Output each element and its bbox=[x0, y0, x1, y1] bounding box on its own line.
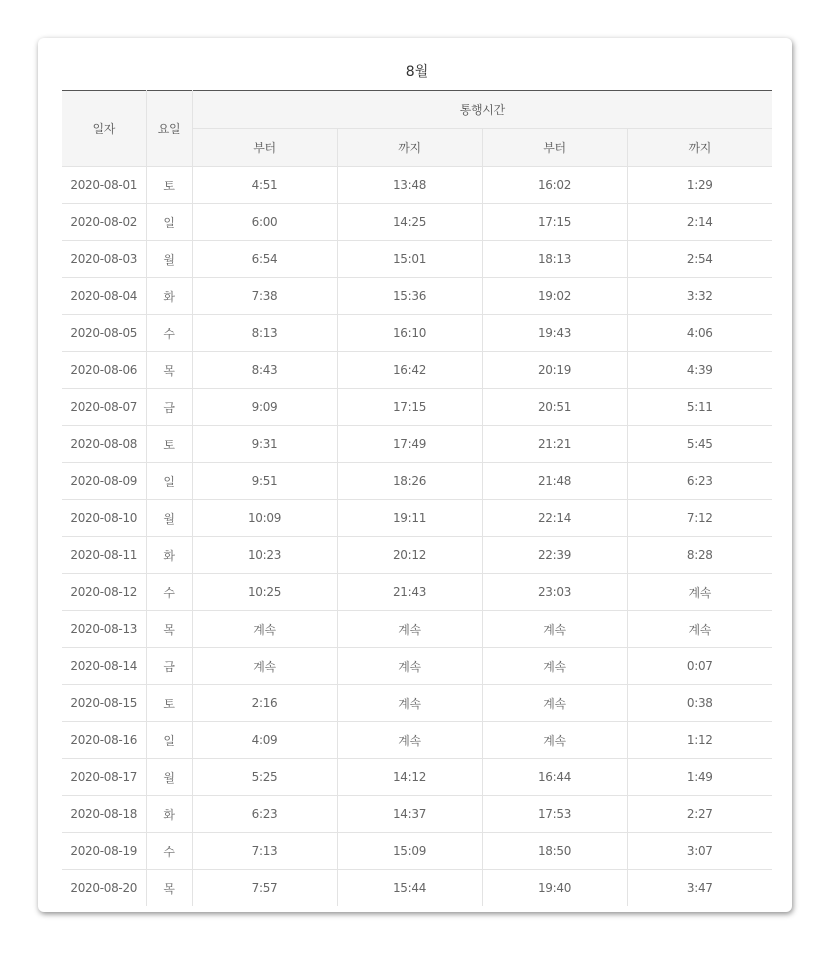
to-time-2-cell: 5:45 bbox=[627, 426, 772, 463]
from-time-1-cell: 5:25 bbox=[192, 759, 337, 796]
to-time-2-cell: 3:47 bbox=[686, 881, 713, 895]
from-time-1-cell: 9:09 bbox=[192, 389, 337, 426]
to-time-2-cell: 3:07 bbox=[627, 833, 772, 870]
from-time-1-cell: 6:54 bbox=[192, 241, 337, 278]
to-time-1-cell: 14:12 bbox=[337, 759, 482, 796]
to-time-2-cell: 2:14 bbox=[627, 204, 772, 241]
table-row bbox=[62, 537, 772, 574]
table-row bbox=[62, 167, 772, 204]
to-time-2-cell: 1:29 bbox=[627, 167, 772, 204]
header-weekday: 요일 bbox=[146, 91, 192, 167]
weekday-cell: 토 bbox=[146, 167, 192, 204]
date-cell: 2020-08-03 bbox=[62, 241, 146, 278]
passage-time-table bbox=[62, 90, 772, 906]
to-time-1-cell: 19:11 bbox=[337, 500, 482, 537]
from-time-1-cell: 8:13 bbox=[192, 315, 337, 352]
from-time-2-cell: 계속 bbox=[482, 722, 627, 759]
from-time-2-cell: 19:43 bbox=[482, 315, 627, 352]
table-row bbox=[62, 796, 772, 833]
weekday-cell: 일 bbox=[146, 722, 192, 759]
to-time-2-cell: 계속 bbox=[627, 574, 772, 611]
weekday-cell: 월 bbox=[146, 759, 192, 796]
to-time-1-cell: 16:42 bbox=[337, 352, 482, 389]
from-time-1-cell: 7:57 bbox=[192, 870, 337, 907]
table-row bbox=[62, 870, 772, 907]
to-time-1-cell: 15:36 bbox=[337, 278, 482, 315]
from-time-2-cell: 20:19 bbox=[482, 352, 627, 389]
from-time-2-cell: 19:40 bbox=[482, 870, 627, 907]
to-time-1-cell: 계속 bbox=[337, 685, 482, 722]
table-row bbox=[62, 722, 772, 759]
table-row bbox=[62, 574, 772, 611]
to-time-2-cell: 2:54 bbox=[627, 241, 772, 278]
weekday-cell: 일 bbox=[146, 463, 192, 500]
table-row bbox=[62, 685, 772, 722]
from-time-2-cell: 계속 bbox=[482, 648, 627, 685]
table-row bbox=[62, 500, 772, 537]
to-time-1-cell: 20:12 bbox=[337, 537, 482, 574]
from-time-2-cell: 18:13 bbox=[482, 241, 627, 278]
to-time-2-cell: 계속 bbox=[627, 611, 772, 648]
from-time-2-cell: 20:51 bbox=[482, 389, 627, 426]
from-time-1-cell: 4:09 bbox=[192, 722, 337, 759]
to-time-1-cell: 21:43 bbox=[337, 574, 482, 611]
from-time-1-cell: 8:43 bbox=[192, 352, 337, 389]
from-time-1-cell: 계속 bbox=[192, 648, 337, 685]
from-time-2-cell: 19:02 bbox=[482, 278, 627, 315]
to-time-2-cell: 4:06 bbox=[627, 315, 772, 352]
from-time-2-cell: 22:39 bbox=[482, 537, 627, 574]
to-time-2-cell: 2:27 bbox=[627, 796, 772, 833]
to-time-1-cell: 계속 bbox=[337, 722, 482, 759]
to-time-2-cell: 0:38 bbox=[627, 685, 772, 722]
to-time-1-cell: 16:10 bbox=[337, 315, 482, 352]
table-row bbox=[62, 463, 772, 500]
date-cell: 2020-08-14 bbox=[62, 648, 146, 685]
weekday-cell: 월 bbox=[146, 241, 192, 278]
table-body bbox=[62, 167, 772, 907]
to-time-1-cell: 18:26 bbox=[337, 463, 482, 500]
to-time-2-cell: 7:12 bbox=[627, 500, 772, 537]
table-row bbox=[62, 833, 772, 870]
to-time-1-cell: 14:37 bbox=[337, 796, 482, 833]
weekday-cell: 금 bbox=[146, 648, 192, 685]
date-cell: 2020-08-06 bbox=[62, 352, 146, 389]
from-time-1-cell: 6:23 bbox=[192, 796, 337, 833]
from-time-1-cell: 6:00 bbox=[192, 204, 337, 241]
weekday-cell: 목 bbox=[146, 611, 192, 648]
header-passage-time: 통행시간 bbox=[192, 91, 772, 129]
date-cell: 2020-08-12 bbox=[62, 574, 146, 611]
from-time-2-cell: 18:50 bbox=[482, 833, 627, 870]
to-time-1-cell: 17:49 bbox=[337, 426, 482, 463]
from-time-1-cell: 10:23 bbox=[192, 537, 337, 574]
to-time-1-cell: 13:48 bbox=[337, 167, 482, 204]
to-time-1-cell: 15:01 bbox=[337, 241, 482, 278]
weekday-cell: 수 bbox=[146, 574, 192, 611]
weekday-cell: 금 bbox=[146, 389, 192, 426]
header-from-2: 부터 bbox=[482, 129, 627, 167]
to-time-2-cell: 1:49 bbox=[627, 759, 772, 796]
from-time-2-cell: 17:15 bbox=[482, 204, 627, 241]
from-time-1-cell: 10:09 bbox=[192, 500, 337, 537]
weekday-cell: 수 bbox=[146, 315, 192, 352]
weekday-cell: 화 bbox=[146, 278, 192, 315]
date-cell: 2020-08-19 bbox=[62, 833, 146, 870]
weekday-cell: 수 bbox=[146, 833, 192, 870]
table-header bbox=[62, 91, 772, 167]
weekday-cell: 목 bbox=[146, 870, 192, 907]
weekday-cell: 월 bbox=[146, 500, 192, 537]
from-time-1-cell: 10:25 bbox=[192, 574, 337, 611]
table-row bbox=[62, 352, 772, 389]
date-cell: 2020-08-09 bbox=[62, 463, 146, 500]
from-time-1-cell: 9:51 bbox=[192, 463, 337, 500]
to-time-2-cell: 0:07 bbox=[627, 648, 772, 685]
from-time-2-cell: 계속 bbox=[482, 611, 627, 648]
to-time-1-cell: 계속 bbox=[337, 648, 482, 685]
to-time-2-cell: 3:32 bbox=[627, 278, 772, 315]
table-row bbox=[62, 759, 772, 796]
date-cell: 2020-08-18 bbox=[62, 796, 146, 833]
from-time-2-cell: 16:44 bbox=[482, 759, 627, 796]
to-time-2-cell: 5:11 bbox=[627, 389, 772, 426]
date-cell: 2020-08-16 bbox=[62, 722, 146, 759]
date-cell: 2020-08-13 bbox=[62, 611, 146, 648]
weekday-cell: 일 bbox=[146, 204, 192, 241]
weekday-cell: 화 bbox=[146, 796, 192, 833]
date-cell: 2020-08-05 bbox=[62, 315, 146, 352]
to-time-2-cell: 8:28 bbox=[627, 537, 772, 574]
date-cell: 2020-08-01 bbox=[62, 167, 146, 204]
date-cell: 2020-08-10 bbox=[62, 500, 146, 537]
table-row bbox=[62, 611, 772, 648]
header-from-1: 부터 bbox=[192, 129, 337, 167]
to-time-2-cell: 4:39 bbox=[627, 352, 772, 389]
from-time-2-cell: 21:48 bbox=[482, 463, 627, 500]
date-cell: 2020-08-20 bbox=[62, 870, 146, 907]
weekday-cell: 목 bbox=[146, 352, 192, 389]
from-time-1-cell: 계속 bbox=[192, 611, 337, 648]
to-time-1-cell: 계속 bbox=[337, 611, 482, 648]
from-time-2-cell: 16:02 bbox=[482, 167, 627, 204]
table-row bbox=[62, 241, 772, 278]
to-time-1-cell: 17:15 bbox=[337, 389, 482, 426]
from-time-1-cell: 7:38 bbox=[192, 278, 337, 315]
table-row bbox=[62, 389, 772, 426]
date-cell: 2020-08-08 bbox=[62, 426, 146, 463]
table-row bbox=[62, 278, 772, 315]
from-time-2-cell: 17:53 bbox=[482, 796, 627, 833]
date-cell: 2020-08-07 bbox=[62, 389, 146, 426]
header-to-1: 까지 bbox=[337, 129, 482, 167]
date-cell: 2020-08-17 bbox=[62, 759, 146, 796]
from-time-2-cell: 23:03 bbox=[482, 574, 627, 611]
header-to-2: 까지 bbox=[627, 129, 772, 167]
month-title: 8월 bbox=[405, 64, 429, 80]
date-cell: 2020-08-15 bbox=[62, 685, 146, 722]
weekday-cell: 화 bbox=[146, 537, 192, 574]
table-row bbox=[62, 315, 772, 352]
to-time-1-cell: 14:25 bbox=[337, 204, 482, 241]
from-time-1-cell: 4:51 bbox=[192, 167, 337, 204]
date-cell: 2020-08-11 bbox=[62, 537, 146, 574]
date-cell: 2020-08-02 bbox=[62, 204, 146, 241]
date-cell: 2020-08-04 bbox=[62, 278, 146, 315]
from-time-1-cell: 2:16 bbox=[192, 685, 337, 722]
from-time-1-cell: 9:31 bbox=[192, 426, 337, 463]
table-row bbox=[62, 426, 772, 463]
weekday-cell: 토 bbox=[146, 426, 192, 463]
header-row-top bbox=[62, 91, 772, 129]
from-time-2-cell: 21:21 bbox=[482, 426, 627, 463]
tide-schedule-card bbox=[38, 38, 792, 912]
to-time-1-cell: 15:44 bbox=[337, 870, 482, 907]
weekday-cell: 토 bbox=[146, 685, 192, 722]
from-time-2-cell: 계속 bbox=[482, 685, 627, 722]
table-row bbox=[62, 204, 772, 241]
from-time-1-cell: 7:13 bbox=[192, 833, 337, 870]
header-date: 일자 bbox=[62, 91, 146, 167]
to-time-1-cell: 15:09 bbox=[337, 833, 482, 870]
table-row bbox=[62, 648, 772, 685]
to-time-2-cell: 1:12 bbox=[627, 722, 772, 759]
to-time-2-cell: 6:23 bbox=[627, 463, 772, 500]
from-time-2-cell: 22:14 bbox=[482, 500, 627, 537]
